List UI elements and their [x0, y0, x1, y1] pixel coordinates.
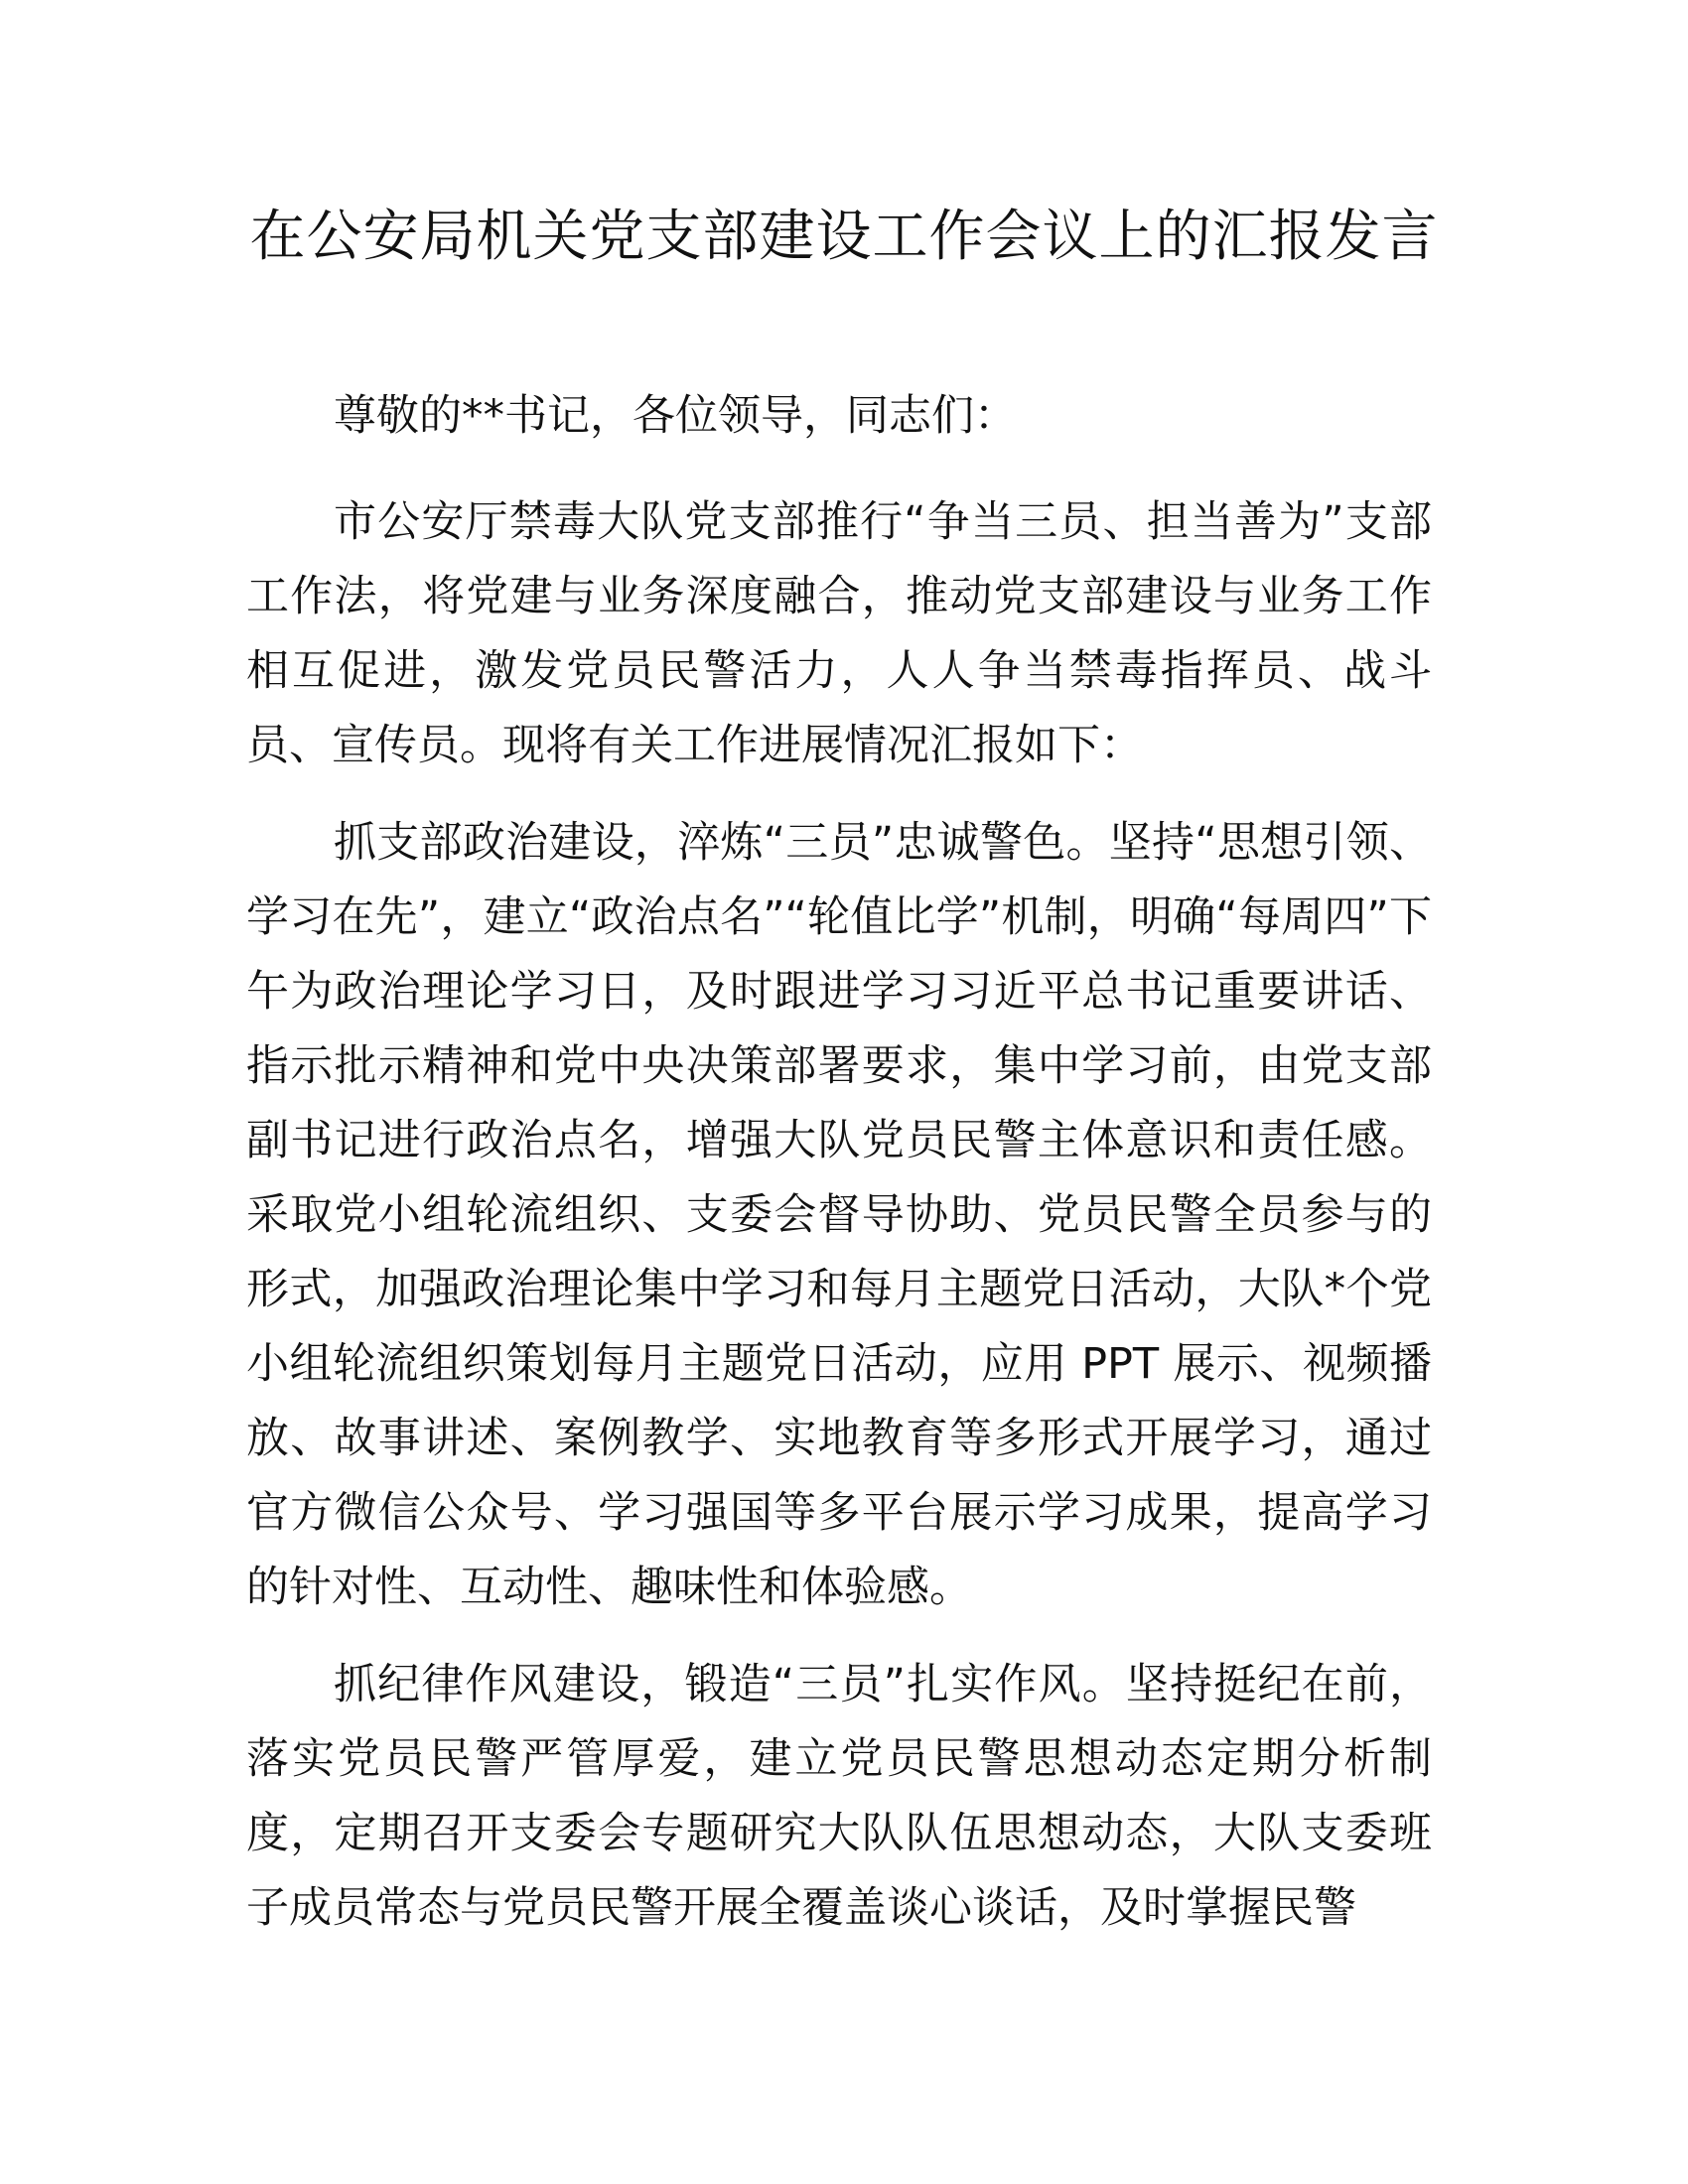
document-title: 在公安局机关党支部建设工作会议上的汇报发言: [249, 205, 1439, 269]
paragraph-political-building: 抓支部政治建设，淬炼“三员”忠诚警色。坚持“思想引领、学习在先”，建立“政治点名”“轮值比学”机制，明确“每周四”下午为政治理论学习日，及时跟进学习习近平总书记重要讲话、指示批示精神和党中央决策部署要求，集中学习前，由党支部副书记进行政治点名，增强大队党员民警主体意识和责任感。采取党小组轮流组织、支委会督导协助、党员民警全员参与的形式，加强政治理论集中学习和每月主题党日活动，大队*个党小组轮流组织策划每月主题党日活动，应用 PPT 展示、视频播放、故事讲述、案例教学、实地教育等多形式开展学习，通过官方微信公众号、学习强国等多平台展示学习成果，提高学习的针对性、互动性、趣味性和体验感。: [246, 818, 1432, 1612]
paragraph-intro: 市公安厅禁毒大队党支部推行“争当三员、担当善为”支部工作法，将党建与业务深度融合，推动党支部建设与业务工作相互促进，激发党员民警活力，人人争当禁毒指挥员、战斗员、宣传员。现将有关工作进展情况汇报如下：: [246, 497, 1432, 770]
salutation: 尊敬的**书记，各位领导，同志们：: [334, 391, 1017, 441]
paragraph-discipline-building: 抓纪律作风建设，锻造“三员”扎实作风。坚持挺纪在前，落实党员民警严管厚爱，建立党员民警思想动态定期分析制度，定期召开支委会专题研究大队队伍思想动态，大队支委班子成员常态与党员民警开展全覆盖谈心谈话，及时掌握民警: [246, 1660, 1432, 1933]
document-body: [246, 379, 1432, 1969]
